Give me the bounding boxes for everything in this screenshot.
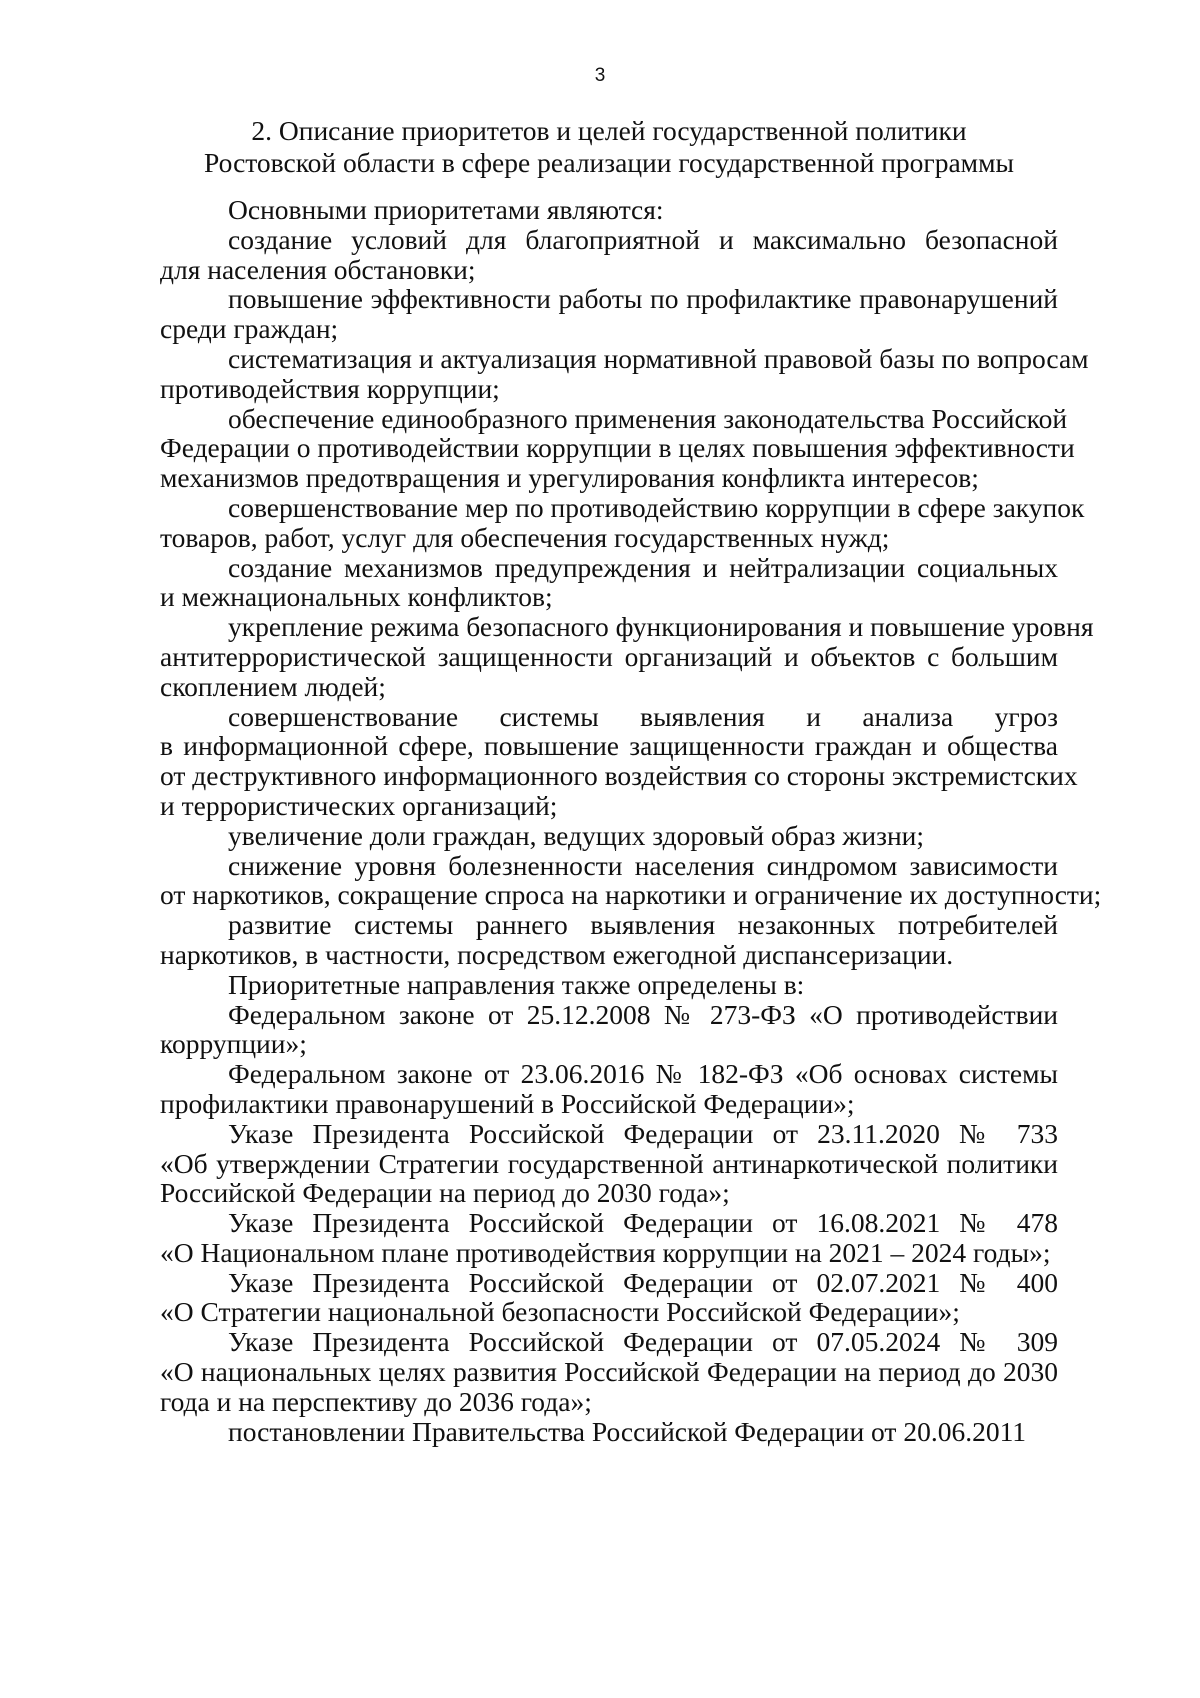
paragraph-line: Указе Президента Российской Федерации от 16.08.2021 № 478 — [228, 1207, 1058, 1239]
paragraph — [160, 700, 1078, 821]
paragraph-line: Указе Президента Российской Федерации от 07.05.2024 № 309 — [228, 1326, 1058, 1358]
paragraph — [160, 402, 1075, 494]
paragraph-line: механизмов предотвращения и урегулирования конфликта интересов; — [160, 462, 979, 494]
paragraph-line: развитие системы раннего выявления незаконных потребителей — [228, 909, 1058, 941]
paragraph-line: противодействия коррупции; — [160, 372, 500, 404]
paragraph-line: Федерации о противодействии коррупции в целях повышения эффективности — [160, 432, 1075, 464]
paragraph-line: повышение эффективности работы по профилактике правонарушений — [228, 283, 1058, 315]
paragraph-line: постановлении Правительства Российской Федерации от 20.06.2011 — [228, 1415, 1027, 1447]
paragraph-line: Указе Президента Российской Федерации от 02.07.2021 № 400 — [228, 1266, 1058, 1298]
paragraph-line: Указе Президента Российской Федерации от 23.11.2020 № 733 — [228, 1117, 1058, 1149]
paragraph-line: от наркотиков, сокращение спроса на наркотики и ограничение их доступности; — [160, 879, 1102, 911]
paragraph-line: «О Стратегии национальной безопасности Российской Федерации»; — [160, 1296, 960, 1328]
paragraph-line: наркотиков, в частности, посредством ежегодной диспансеризации. — [160, 938, 954, 970]
paragraph-line: «О национальных целях развития Российской Федерации на период до 2030 — [160, 1356, 1058, 1388]
paragraph-line: коррупции»; — [160, 1028, 307, 1060]
paragraph-line: товаров, работ, услуг для обеспечения государственных нужд; — [160, 521, 890, 553]
paragraph — [160, 849, 1102, 911]
paragraph — [160, 1000, 1058, 1060]
paragraph-line: и террористических организаций; — [160, 789, 558, 821]
paragraph — [160, 1208, 1058, 1268]
paragraph — [160, 553, 1058, 613]
paragraph — [160, 611, 1094, 702]
paragraph-line: «О Национальном плане противодействия коррупции на 2021 – 2024 годы»; — [160, 1236, 1051, 1268]
paragraph — [160, 1059, 1058, 1119]
paragraph-line: совершенствование мер по противодействию коррупции в сфере закупок — [228, 491, 1085, 523]
paragraph-line: Федеральном законе от 25.12.2008 № 273-ФЗ «О противодействии — [228, 998, 1058, 1030]
paragraph — [160, 342, 1089, 404]
paragraph — [160, 195, 1058, 225]
heading-line: Ростовской области в сфере реализации государственной программы — [204, 147, 1014, 178]
paragraph-line: от деструктивного информационного воздействия со стороны экстремистских — [160, 760, 1078, 792]
paragraph-line: Российской Федерации на период до 2030 года»; — [160, 1177, 730, 1209]
paragraph — [160, 1119, 1058, 1208]
paragraph — [160, 1327, 1058, 1416]
paragraph-line: укрепление режима безопасного функционирования и повышение уровня — [228, 611, 1094, 643]
paragraph-line: в информационной сфере, повышение защищенности граждан и общества — [160, 730, 1058, 762]
heading-line: 2. Описание приоритетов и целей государственной политики — [251, 115, 967, 146]
paragraph-line: обеспечение единообразного применения законодательства Российской — [228, 402, 1068, 434]
paragraph-line: совершенствование системы выявления и анализа угроз — [228, 700, 1058, 732]
paragraph-line: года и на перспективу до 2036 года»; — [160, 1385, 592, 1417]
paragraph — [160, 910, 1058, 970]
paragraph-line: создание механизмов предупреждения и нейтрализации социальных — [228, 551, 1058, 583]
page-number: 3 — [594, 65, 606, 86]
paragraph-line: создание условий для благоприятной и максимально безопасной — [228, 223, 1058, 255]
paragraph — [160, 1417, 1058, 1447]
paragraph-line: для населения обстановки; — [160, 253, 476, 285]
paragraph — [160, 284, 1058, 344]
paragraph-line: увеличение доли граждан, ведущих здоровый образ жизни; — [228, 819, 925, 851]
paragraph-line: среди граждан; — [160, 313, 339, 345]
paragraph-line: скоплением людей; — [160, 670, 386, 702]
paragraph-line: антитеррористической защищенности организаций и объектов с большим — [160, 640, 1058, 672]
paragraph-line: Приоритетные направления также определены в: — [228, 968, 805, 1000]
section-heading — [160, 115, 1058, 179]
paragraph — [160, 821, 1058, 851]
paragraph-line: систематизация и актуализация нормативной правовой базы по вопросам — [228, 342, 1089, 374]
document-body — [160, 194, 1102, 1447]
paragraph — [160, 1268, 1058, 1328]
paragraph-line: Основными приоритетами являются: — [228, 194, 664, 225]
paragraph — [160, 491, 1085, 553]
paragraph-line: Федеральном законе от 23.06.2016 № 182-ФЗ «Об основах системы — [228, 1058, 1058, 1090]
paragraph-line: и межнациональных конфликтов; — [160, 581, 553, 613]
paragraph-line: снижение уровня болезненности населения синдромом зависимости — [228, 849, 1058, 881]
paragraph-line: «Об утверждении Стратегии государственной антинаркотической политики — [160, 1147, 1058, 1179]
paragraph — [160, 225, 1058, 285]
paragraph-line: профилактики правонарушений в Российской Федерации»; — [160, 1087, 855, 1119]
paragraph — [160, 970, 1058, 1000]
